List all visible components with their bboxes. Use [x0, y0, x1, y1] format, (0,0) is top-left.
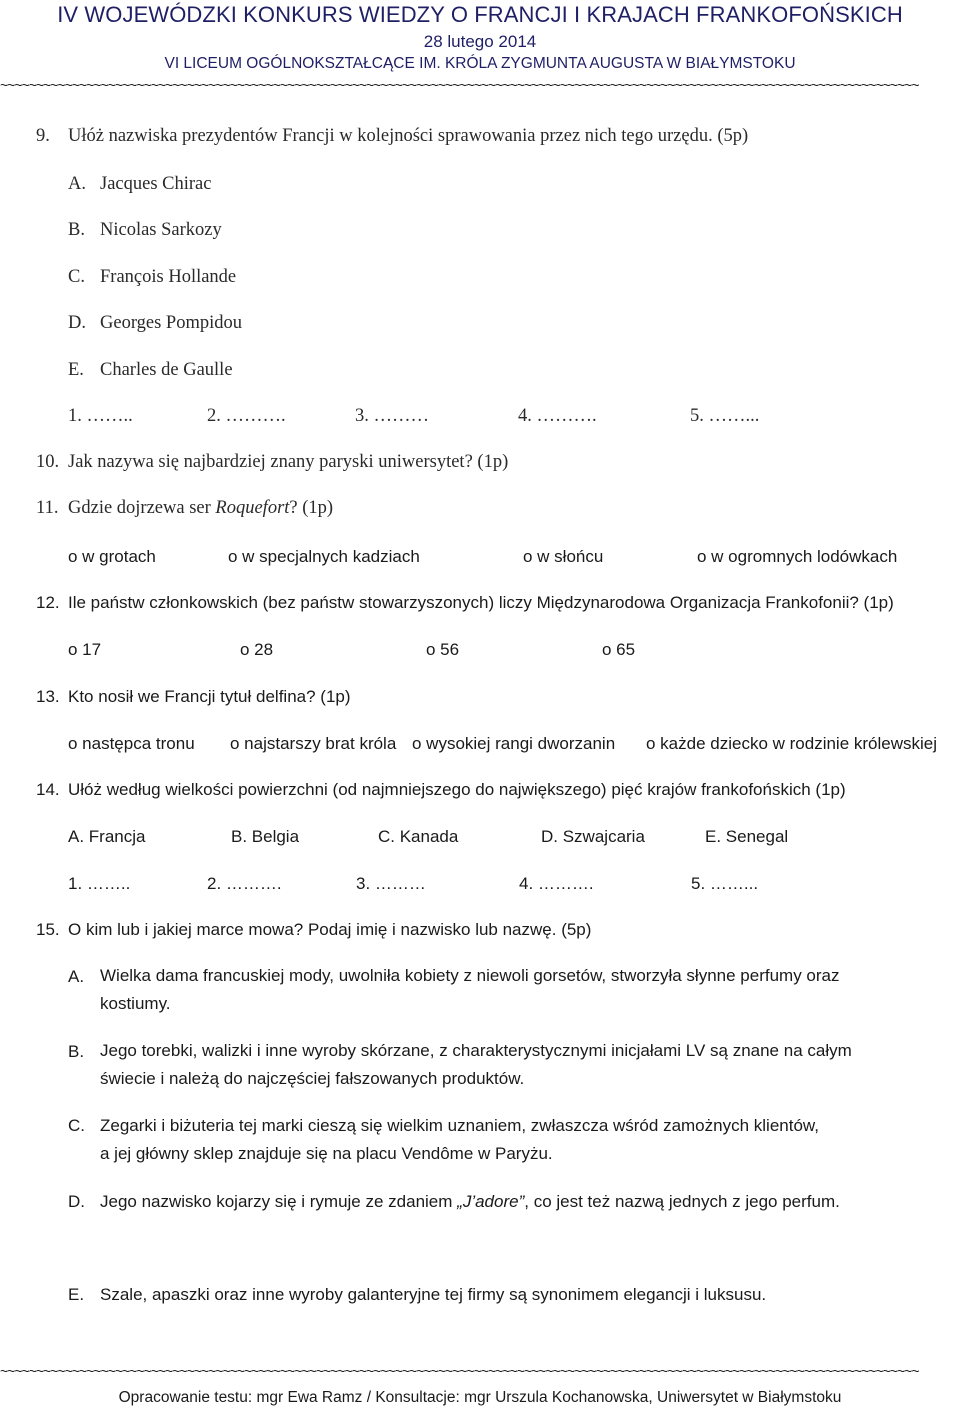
answer-blank-2[interactable]: 2. ………. — [207, 874, 282, 893]
question-number: 12. — [36, 593, 60, 612]
question-text: Ułóż nazwiska prezydentów Francji w kolejności sprawowania przez nich tego urzędu. (5p) — [68, 126, 749, 146]
item-text-c-line2: a jej główny sklep znajduje się na placu Vendôme w Paryżu. — [100, 1144, 553, 1163]
item-text-d-end: , co jest też nazwą jednych z jego perfum. — [524, 1192, 840, 1211]
choice-28[interactable]: o 28 — [240, 640, 274, 659]
option-letter: B. — [68, 220, 85, 240]
contest-title: IV WOJEWÓDZKI KONKURS WIEDZY O FRANCJI I KRAJACH FRANKOFOŃSKICH — [57, 2, 903, 27]
option-c — [68, 267, 236, 288]
option-letter: E. — [68, 360, 84, 380]
answer-blank-4[interactable]: 4. ………. — [518, 406, 597, 426]
option-szwajcaria: D. Szwajcaria — [541, 827, 645, 846]
option-text: Nicolas Sarkozy — [100, 220, 222, 240]
question-11 — [36, 498, 333, 519]
question-text: Kto nosił we Francji tytuł delfina? (1p) — [68, 687, 351, 706]
footer-divider: ~~~~~~~~~~~~~~~~~~~~~~~~~~~~~~~~~~~~~~~~~~~~~~~~~~~~~~~~~~~~~~~~~~~~~~~~~~~~~~~~~~~~~~~~~~~~~~~~~~~~~~~~~~~~~~~~~~~~~~~~~~~~~~~~ — [0, 1364, 919, 1378]
option-b — [68, 220, 222, 241]
answer-blank-1[interactable]: 1. …….. — [68, 874, 131, 893]
item-text-a: Wielka dama francuskiej mody, uwolniła kobiety z niewoli gorsetów, stworzyła słynne perfumy oraz kostiumy. — [100, 966, 840, 1013]
item-text-c-line1: Zegarki i biżuteria tej marki cieszą się wielkim uznaniem, zwłaszcza wśród zamożnych klientów, — [100, 1116, 819, 1135]
question-text-italic: Roquefort — [215, 498, 290, 518]
choice-65[interactable]: o 65 — [602, 640, 636, 659]
choice-w-kadziach[interactable]: o w specjalnych kadziach — [228, 547, 420, 566]
contest-date: 28 lutego 2014 — [423, 32, 537, 51]
option-francja: A. Francja — [68, 827, 146, 846]
item-letter-e: E. — [68, 1285, 85, 1304]
header-divider: ~~~~~~~~~~~~~~~~~~~~~~~~~~~~~~~~~~~~~~~~~~~~~~~~~~~~~~~~~~~~~~~~~~~~~~~~~~~~~~~~~~~~~~~~~~~~~~~~~~~~~~~~~~~~~~~~~~~~~~~~~~~~~~~~ — [0, 78, 919, 92]
answer-blank-3[interactable]: 3. ……… — [356, 874, 426, 893]
school-name: VI LICEUM OGÓLNOKSZTAŁCĄCE IM. KRÓLA ZYGMUNTA AUGUSTA W BIAŁYMSTOKU — [164, 55, 796, 72]
question-13 — [36, 687, 351, 707]
item-text-d — [100, 1192, 840, 1212]
option-text: Jacques Chirac — [100, 174, 212, 194]
option-a — [68, 174, 211, 195]
item-letter-c: C. — [68, 1116, 85, 1135]
item-text-b: Jego torebki, walizki i inne wyroby skórzane, z charakterystycznymi inicjałami LV są znane na całym świecie i należą do najczęściej fałszowanych produktów. — [100, 1041, 852, 1088]
item-text-d-start: Jego nazwisko kojarzy się i rymuje ze zdaniem — [100, 1192, 458, 1211]
question-number: 13. — [36, 687, 60, 706]
question-10 — [36, 452, 508, 473]
question-text: Jak nazywa się najbardziej znany paryski uniwersytet? (1p) — [68, 452, 509, 472]
question-text-end: ? (1p) — [289, 498, 334, 518]
choice-najstarszy-brat[interactable]: o najstarszy brat króla — [230, 734, 397, 753]
option-senegal: E. Senegal — [705, 827, 789, 846]
option-kanada: C. Kanada — [378, 827, 459, 846]
option-belgia: B. Belgia — [231, 827, 300, 846]
choice-17[interactable]: o 17 — [68, 640, 102, 659]
question-text: Gdzie dojrzewa ser — [68, 498, 216, 518]
item-letter-a: A. — [68, 967, 85, 986]
question-text: Ułóż według wielkości powierzchni (od najmniejszego do największego) pięć krajów frankofońskich (1p) — [68, 780, 846, 799]
answer-blank-1[interactable]: 1. …….. — [68, 406, 133, 426]
item-text-e: Szale, apaszki oraz inne wyroby galanteryjne tej firmy są synonimem elegancji i luksusu. — [100, 1285, 767, 1304]
option-letter: A. — [68, 174, 86, 194]
option-text: Charles de Gaulle — [100, 360, 233, 380]
question-number: 15. — [36, 920, 60, 939]
answer-blank-3[interactable]: 3. ……… — [355, 406, 429, 426]
option-text: François Hollande — [100, 267, 237, 287]
option-letter: D. — [68, 313, 86, 333]
question-number: 9. — [36, 126, 50, 146]
answer-blank-2[interactable]: 2. ………. — [207, 406, 286, 426]
choice-w-lodowkach[interactable]: o w ogromnych lodówkach — [697, 547, 898, 566]
choice-w-grotach[interactable]: o w grotach — [68, 547, 156, 566]
answer-blank-4[interactable]: 4. ………. — [519, 874, 594, 893]
question-number: 14. — [36, 780, 60, 799]
choice-kazde-dziecko[interactable]: o każde dziecko w rodzinie królewskiej — [646, 734, 938, 753]
choice-56[interactable]: o 56 — [426, 640, 460, 659]
option-letter: C. — [68, 267, 85, 287]
question-9 — [36, 126, 748, 147]
choice-dworzanin[interactable]: o wysokiej rangi dworzanin — [412, 734, 616, 753]
answer-blank-5[interactable]: 5. ……... — [691, 874, 759, 893]
question-12 — [36, 593, 894, 613]
option-e — [68, 360, 233, 381]
option-text: Georges Pompidou — [100, 313, 243, 333]
answer-blank-5[interactable]: 5. ……... — [690, 406, 760, 426]
choice-w-sloncu[interactable]: o w słońcu — [523, 547, 604, 566]
footer-credits: Opracowanie testu: mgr Ewa Ramz / Konsultacje: mgr Urszula Kochanowska, Uniwersytet w Białymstoku — [118, 1389, 842, 1406]
option-d — [68, 313, 242, 334]
question-text: O kim lub i jakiej marce mowa? Podaj imię i nazwisko lub nazwę. (5p) — [68, 920, 592, 939]
question-number: 10. — [36, 452, 60, 472]
question-15 — [36, 920, 591, 940]
item-letter-d: D. — [68, 1192, 85, 1211]
question-14 — [36, 780, 846, 800]
choice-nastepca-tronu[interactable]: o następca tronu — [68, 734, 195, 753]
question-number: 11. — [36, 498, 59, 518]
item-text-d-italic: „J’adore” — [457, 1192, 525, 1211]
item-letter-b: B. — [68, 1042, 85, 1061]
question-text: Ile państw członkowskich (bez państw stowarzyszonych) liczy Międzynarodowa Organizacja Frankofonii? (1p) — [68, 593, 894, 612]
